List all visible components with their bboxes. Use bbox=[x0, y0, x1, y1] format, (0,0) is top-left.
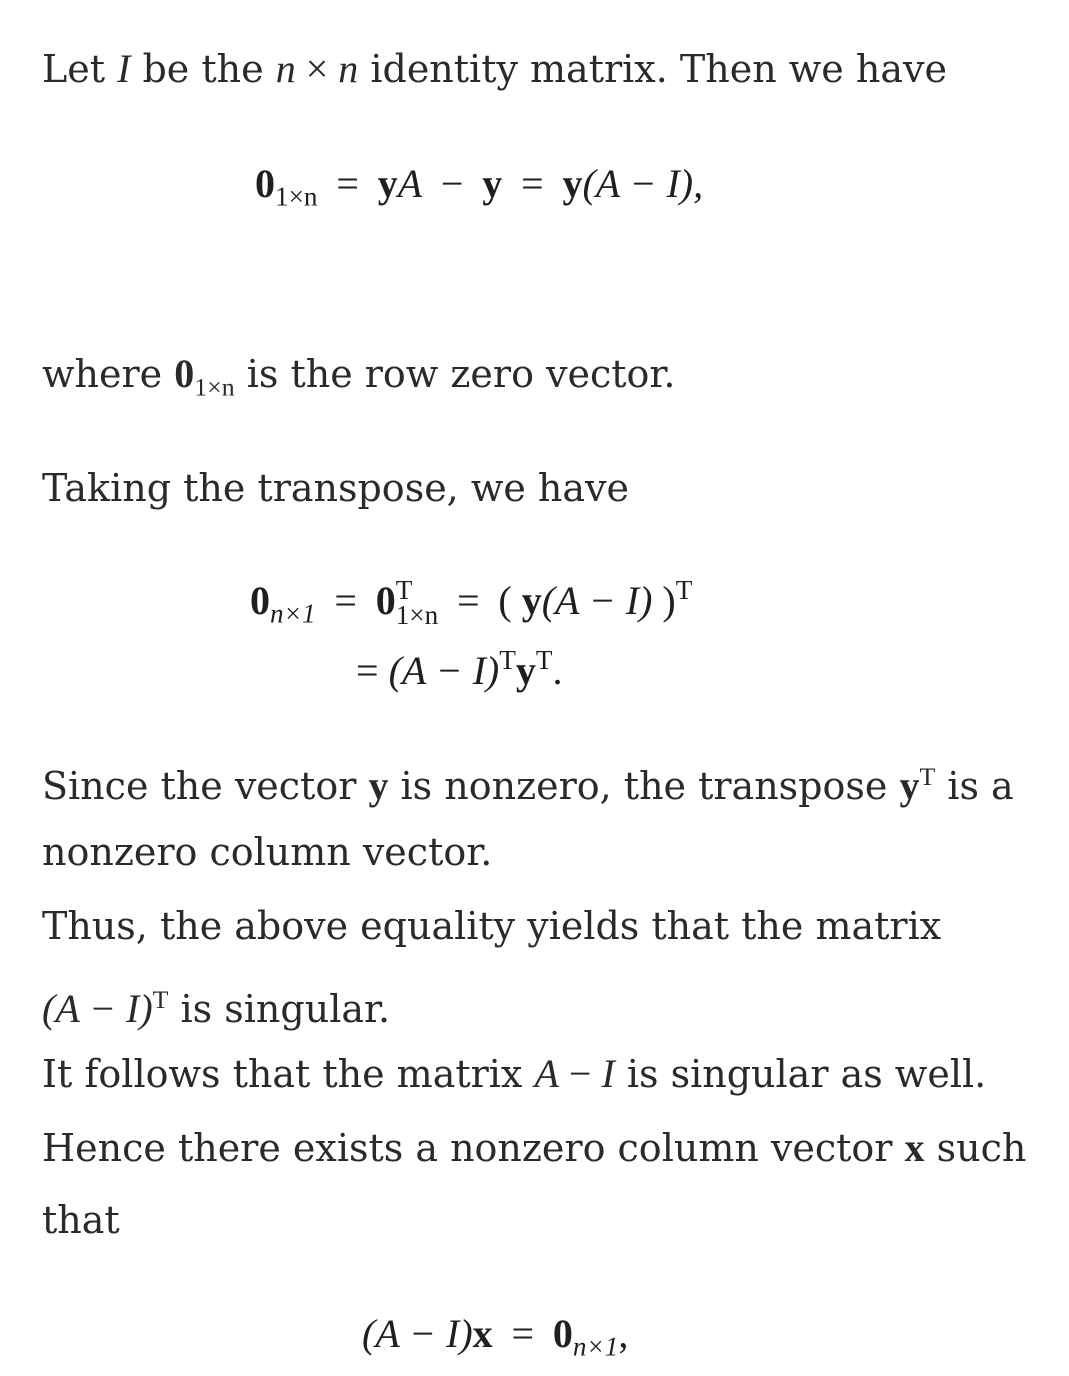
math-operator: − bbox=[430, 161, 474, 206]
singular-sentence bbox=[42, 975, 1049, 1034]
equation-row-zero bbox=[255, 160, 703, 213]
hence-sentence bbox=[42, 1123, 1049, 1173]
math-symbol: n bbox=[338, 46, 359, 91]
text-fragment: is singular. bbox=[168, 987, 391, 1032]
math-subscript: n×1 bbox=[270, 598, 316, 629]
thus-sentence bbox=[42, 901, 1049, 951]
math-expression: (A − I) bbox=[541, 577, 653, 623]
text-fragment: that bbox=[42, 1198, 120, 1242]
text-fragment: identity matrix. Then we have bbox=[358, 47, 947, 91]
equation-null-vector bbox=[362, 1310, 628, 1363]
text-fragment: It follows that the matrix bbox=[42, 1052, 535, 1096]
text-fragment: be the bbox=[130, 47, 276, 91]
math-symbol: ( bbox=[498, 577, 522, 623]
math-symbol: x bbox=[472, 1311, 493, 1356]
text-fragment: such bbox=[924, 1126, 1027, 1170]
math-symbol: y bbox=[377, 161, 398, 206]
math-operator: = bbox=[447, 577, 490, 623]
text-fragment: Taking the transpose, we have bbox=[42, 466, 630, 510]
math-symbol: A bbox=[534, 1051, 559, 1096]
math-symbol: × bbox=[295, 46, 339, 91]
transpose-sentence bbox=[42, 463, 1049, 513]
math-symbol: y bbox=[482, 161, 503, 206]
math-symbol: y bbox=[899, 763, 920, 809]
math-expression: (A − I) bbox=[42, 986, 153, 1032]
text-fragment: is singular as well. bbox=[614, 1052, 987, 1096]
math-subscript: 1×n bbox=[194, 372, 235, 402]
math-expression: (A − I) bbox=[362, 1311, 473, 1356]
text-fragment: Since the vector bbox=[42, 764, 369, 809]
intro-sentence bbox=[42, 44, 1049, 94]
math-symbol: A bbox=[397, 161, 423, 206]
where-sentence bbox=[42, 349, 1049, 412]
nonzero-sentence bbox=[42, 827, 1049, 877]
math-superscript: T bbox=[395, 575, 413, 606]
math-symbol: 0 bbox=[375, 577, 396, 623]
that-word bbox=[42, 1195, 1049, 1245]
math-superscript: T bbox=[499, 645, 516, 675]
equation-transpose-line2 bbox=[356, 645, 562, 694]
math-superscript: T bbox=[152, 985, 169, 1014]
math-symbol: y bbox=[368, 763, 389, 809]
math-symbol: , bbox=[618, 1311, 629, 1356]
math-symbol: y bbox=[521, 577, 542, 623]
text-fragment: Hence there exists a nonzero column vector bbox=[42, 1126, 905, 1170]
equation-transpose-line1 bbox=[250, 575, 692, 630]
math-symbol: ) bbox=[652, 577, 676, 623]
math-symbol: I bbox=[117, 46, 131, 91]
text-fragment: nonzero column vector. bbox=[42, 830, 493, 874]
math-operator: = bbox=[324, 577, 367, 623]
math-superscript: T bbox=[919, 762, 936, 791]
text-fragment: is nonzero, the transpose bbox=[388, 764, 900, 809]
text-fragment: is the row zero vector. bbox=[234, 352, 676, 396]
math-symbol: n bbox=[275, 46, 296, 91]
math-symbol: 0 bbox=[255, 161, 275, 206]
since-sentence bbox=[42, 752, 1049, 811]
math-operator: = bbox=[326, 161, 369, 206]
math-symbol: 0 bbox=[174, 351, 195, 396]
math-superscript: T bbox=[675, 575, 693, 605]
math-operator: = bbox=[511, 161, 554, 206]
math-symbol: y bbox=[515, 647, 536, 693]
math-symbol: 0 bbox=[552, 1311, 573, 1356]
text-fragment: is a bbox=[935, 764, 1014, 809]
math-subscript: 1×n bbox=[275, 181, 318, 212]
math-subscript: 1×n bbox=[395, 599, 439, 630]
math-symbol: I bbox=[601, 1051, 615, 1096]
text-fragment: where bbox=[42, 352, 175, 396]
math-symbol: y bbox=[562, 161, 583, 206]
math-symbol: x bbox=[904, 1125, 925, 1170]
math-expression: (A − I) bbox=[388, 647, 500, 693]
math-operator: = bbox=[356, 647, 389, 693]
text-fragment: Let bbox=[42, 47, 118, 91]
math-symbol: . bbox=[552, 647, 563, 693]
math-operator: = bbox=[501, 1311, 545, 1356]
follows-sentence bbox=[42, 1049, 1049, 1099]
text-fragment: Thus, the above equality yields that the matrix bbox=[42, 904, 942, 948]
math-superscript: T bbox=[535, 645, 553, 675]
math-operator: − bbox=[558, 1051, 602, 1096]
math-subscript: n×1 bbox=[572, 1331, 619, 1362]
math-expression: (A − I), bbox=[582, 161, 704, 206]
math-symbol: 0 bbox=[250, 577, 270, 623]
